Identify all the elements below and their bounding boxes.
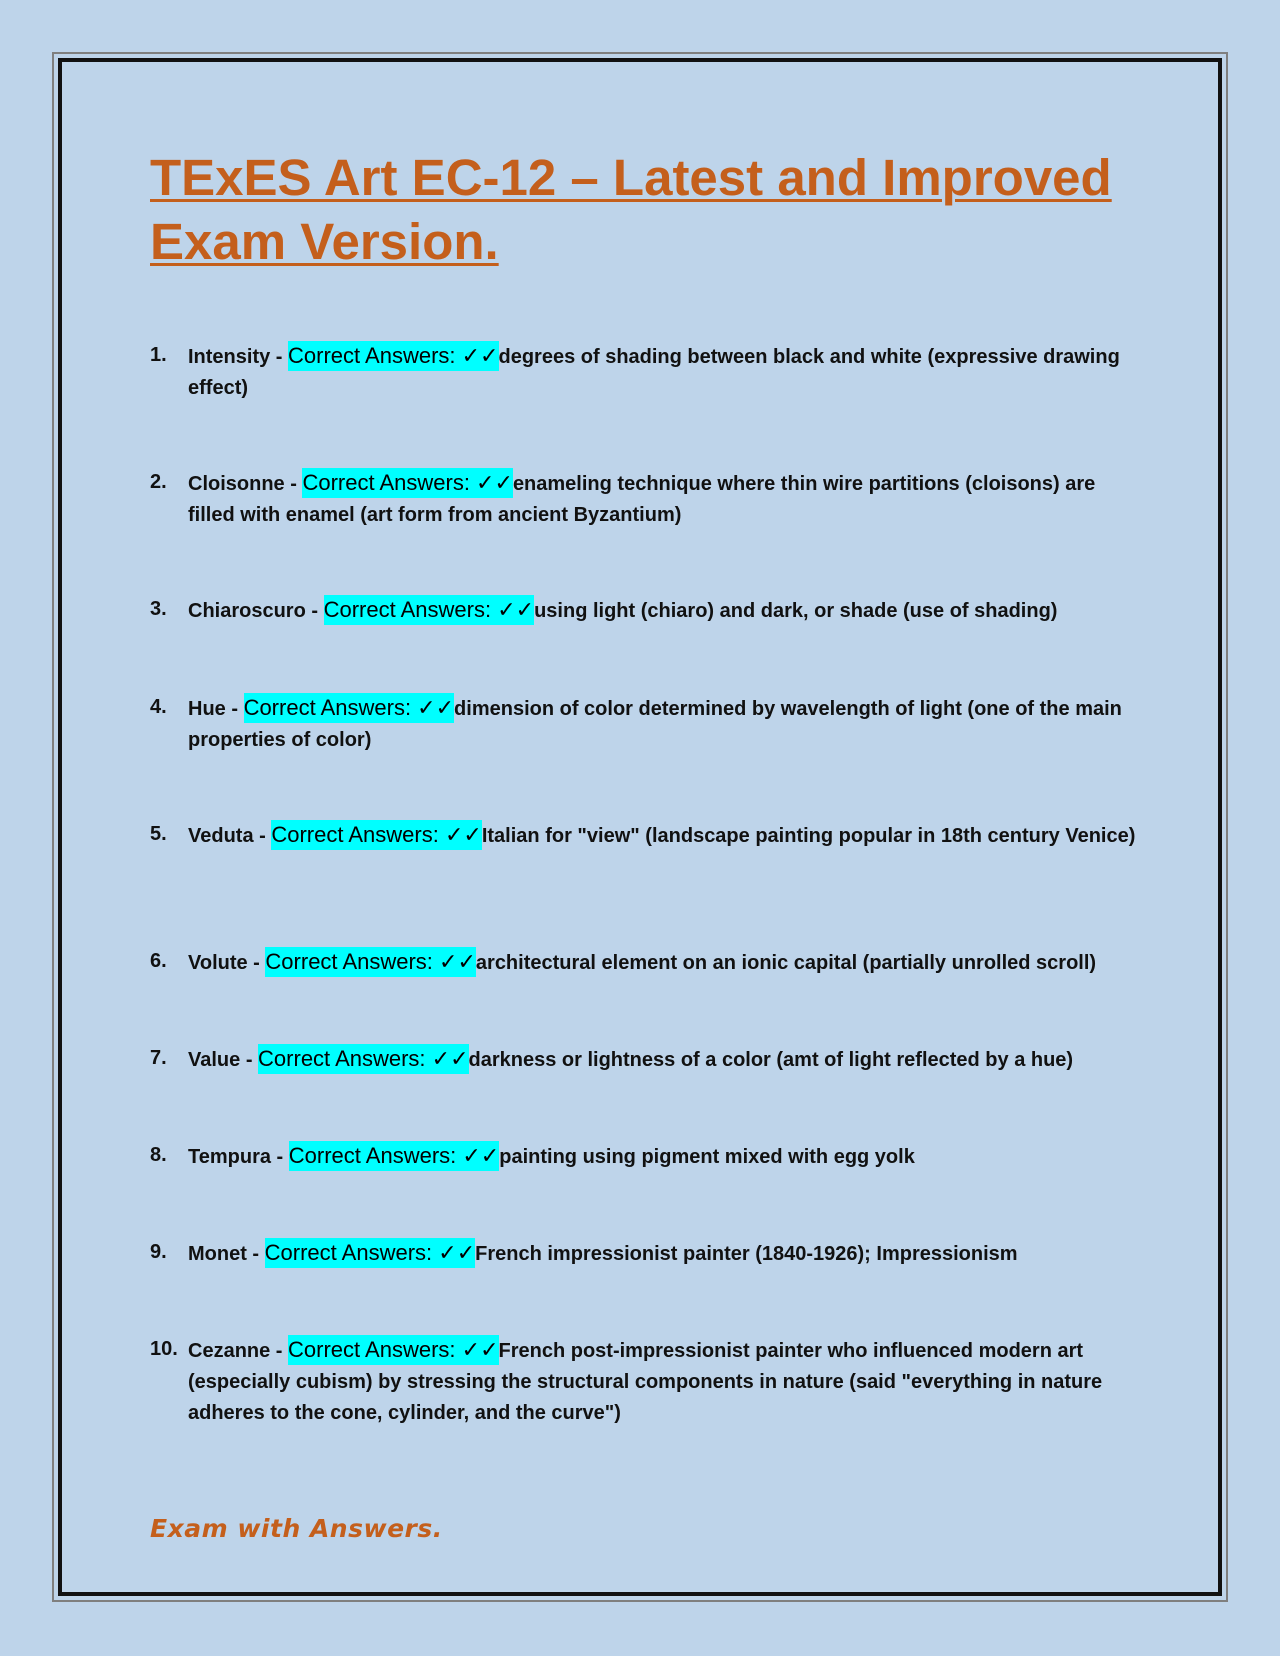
item-number: 3. xyxy=(150,598,167,620)
item-term: Cezanne - xyxy=(188,1340,283,1362)
item-term: Monet - xyxy=(188,1243,260,1265)
qa-item-4 xyxy=(150,692,1140,756)
correct-answers-badge: Correct Answers: ✓✓ xyxy=(324,595,534,625)
item-answer: Italian for "view" (landscape painting popular in 18th century Venice) xyxy=(481,825,1136,847)
correct-answers-badge: Correct Answers: ✓✓ xyxy=(288,1335,498,1365)
document-title: TExES Art EC-12 – Latest and Improved Exam Version. xyxy=(150,149,1112,270)
correct-answers-badge: Correct Answers: ✓✓ xyxy=(265,947,475,977)
correct-answers-badge: Correct Answers: ✓✓ xyxy=(289,1141,499,1171)
item-term: Hue - xyxy=(188,698,238,720)
item-number: 10. xyxy=(150,1338,178,1360)
qa-item-3 xyxy=(150,594,1140,627)
qa-item-8 xyxy=(150,1140,1140,1173)
correct-answers-badge: Correct Answers: ✓✓ xyxy=(302,468,512,498)
qa-item-1 xyxy=(150,340,1140,404)
correct-answers-badge: Correct Answers: ✓✓ xyxy=(258,1044,468,1074)
qa-item-5 xyxy=(150,819,1140,852)
item-term: Tempura - xyxy=(188,1146,284,1168)
item-answer: degrees of shading between black and white (expressive drawing effect) xyxy=(188,346,1120,399)
item-number: 6. xyxy=(150,950,167,972)
correct-answers-badge: Correct Answers: ✓✓ xyxy=(271,820,481,850)
item-number: 9. xyxy=(150,1241,167,1263)
correct-answers-badge: Correct Answers: ✓✓ xyxy=(265,1238,475,1268)
item-term: Intensity - xyxy=(188,346,283,368)
item-term: Cloisonne - xyxy=(188,473,297,495)
qa-item-2 xyxy=(150,467,1140,531)
correct-answers-badge: Correct Answers: ✓✓ xyxy=(244,693,454,723)
qa-item-9 xyxy=(150,1237,1140,1270)
item-number: 2. xyxy=(150,471,167,493)
item-number: 7. xyxy=(150,1047,167,1069)
qa-item-7 xyxy=(150,1043,1140,1076)
correct-answers-badge: Correct Answers: ✓✓ xyxy=(288,341,498,371)
item-term: Veduta - xyxy=(188,825,266,847)
footer-note: Exam with Answers. xyxy=(150,1514,443,1543)
qa-item-10 xyxy=(150,1334,1140,1429)
item-answer: painting using pigment mixed with egg yolk xyxy=(499,1146,915,1168)
item-answer: architectural element on an ionic capital (partially unrolled scroll) xyxy=(475,952,1097,974)
item-number: 5. xyxy=(150,823,167,845)
item-answer: dimension of color determined by wavelength of light (one of the main properties of color) xyxy=(188,698,1122,751)
qa-item-6 xyxy=(150,946,1140,979)
item-answer: French post-impressionist painter who influenced modern art (especially cubism) by stressing the structural components in nature (said "everything in nature adheres to the cone, cylinder, and the curve") xyxy=(188,1340,1103,1424)
item-term: Value - xyxy=(188,1049,253,1071)
item-number: 4. xyxy=(150,696,167,718)
item-number: 1. xyxy=(150,344,167,366)
item-answer: using light (chiaro) and dark, or shade (use of shading) xyxy=(534,600,1058,622)
item-term: Volute - xyxy=(188,952,260,974)
item-number: 8. xyxy=(150,1144,167,1166)
item-answer: French impressionist painter (1840-1926); Impressionism xyxy=(475,1243,1018,1265)
item-term: Chiaroscuro - xyxy=(188,600,319,622)
item-answer: darkness or lightness of a color (amt of light reflected by a hue) xyxy=(468,1049,1074,1071)
item-answer: enameling technique where thin wire partitions (cloisons) are filled with enamel (art form from ancient Byzantium) xyxy=(188,473,1096,526)
